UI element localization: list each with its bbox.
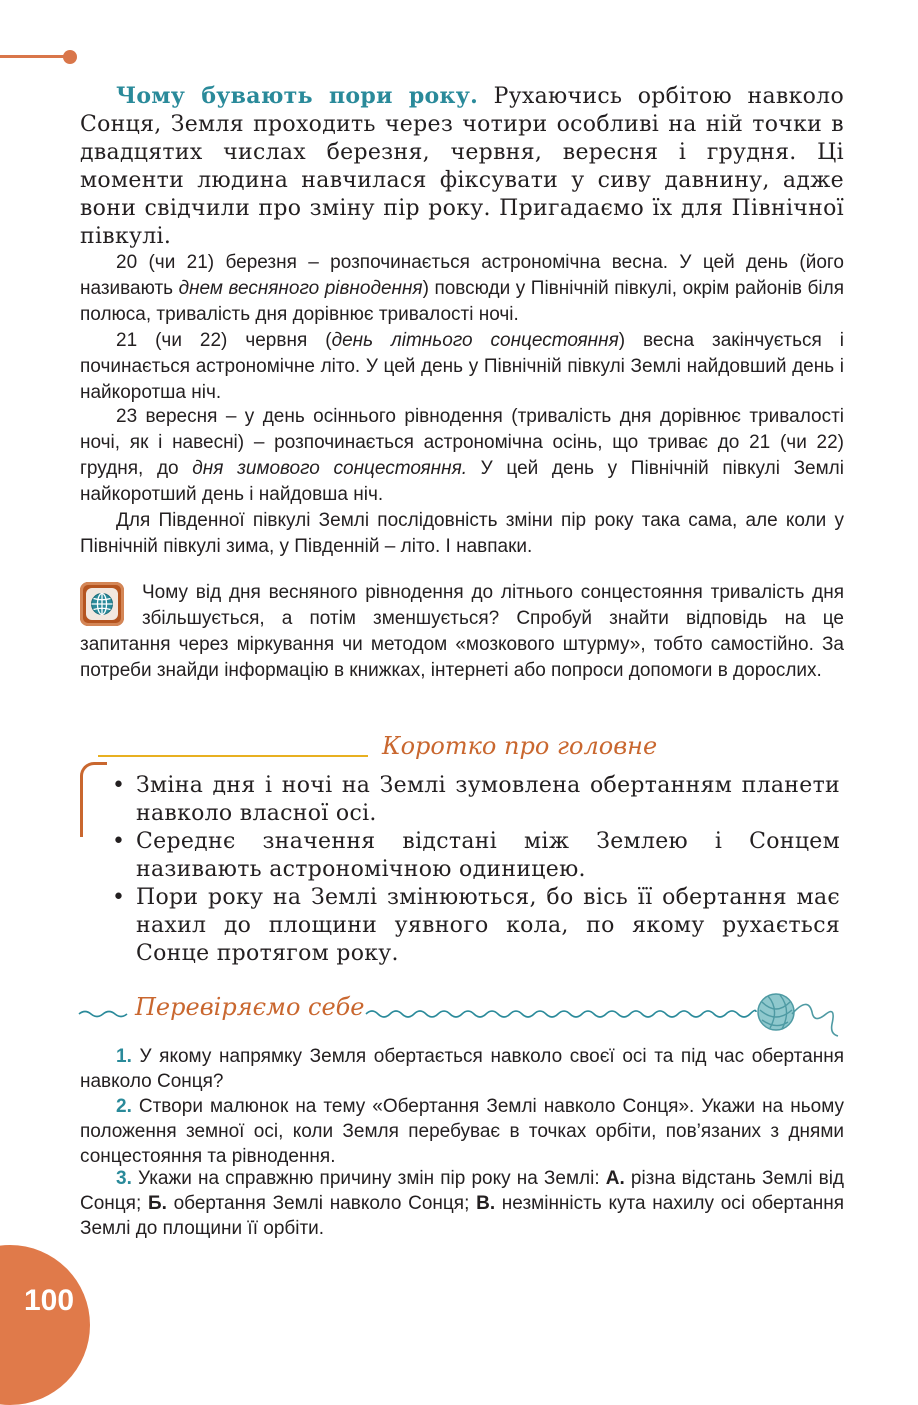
term-italic: дня зимового сонцестояння. bbox=[192, 458, 468, 479]
paragraph-spring bbox=[80, 250, 844, 328]
task-text: незмінність кута нахилу осі обертання Землі до площини її орбіти. bbox=[80, 1193, 845, 1239]
task-text: У якому напрямку Земля обертається навколо своєї осі та під час обертання навколо Сонця? bbox=[80, 1046, 844, 1092]
summary-item: • Зміна дня і ночі на Землі зумовлена обертанням планети навколо власної осі. bbox=[112, 773, 840, 826]
paragraph-south: Для Південної півкулі Землі послідовність зміни пір року така сама, але коли у Північній півкулі зима, у Південній – літо. І навпаки. bbox=[80, 510, 844, 557]
intro-text: Рухаючись орбітою навколо Сонця, Земля проходить через чотири особливі на ній точки в двадцятих числах березня, червня, вересня і грудня. Ці моменти людина навчилася фіксувати у сиву давнину, адже вони свідчили про зміну пір року. Пригадаємо їх для Північної півкулі. bbox=[80, 84, 844, 249]
page-number-badge bbox=[0, 1245, 90, 1405]
paragraph-text: 23 вересня – у день осіннього рівнодення (тривалість дня дорівнює тривалості ночі, як і навесні) – розпочинається астрономічна осінь, що триває до 21 (чи 22) грудня, до bbox=[80, 406, 844, 479]
intro-paragraph bbox=[80, 82, 844, 251]
task-1 bbox=[80, 1044, 844, 1094]
yarn-ball-icon bbox=[752, 990, 842, 1040]
wave-decor-right bbox=[365, 1006, 757, 1020]
task-text: Укажи на справжню причину змін пір року на Землі: bbox=[131, 1168, 606, 1189]
question-block bbox=[80, 580, 844, 684]
summary-list bbox=[110, 772, 840, 968]
paragraph-text: У цей день у Північній півкулі Землі найкоротший день і найдовша ніч. bbox=[80, 458, 844, 505]
paragraph-text: 20 (чи 21) березня – розпочинається астрономічна весна. У цей день (його називають bbox=[80, 252, 844, 299]
task-3 bbox=[80, 1166, 844, 1241]
summary-item: • Пори року на Землі змінюються, бо вісь її обертання має нахил до площини уявного кола, по якому рухається Сонце протягом року. bbox=[112, 885, 840, 966]
summary-title: Коротко про головне bbox=[382, 732, 658, 760]
wave-decor-left bbox=[78, 1008, 128, 1018]
paragraph-autumn bbox=[80, 404, 844, 508]
task-number: 2. bbox=[116, 1096, 132, 1117]
task-number: 3. bbox=[116, 1168, 132, 1189]
paragraph-text: ) весна закінчується і починається астрономічне літо. У цей день у Північній півкулі Землі найдовший день і найкоротша ніч. bbox=[80, 330, 844, 403]
task-2 bbox=[80, 1094, 844, 1169]
option-letter: А. bbox=[605, 1168, 625, 1189]
intro-lead: Чому бувають пори року. bbox=[116, 83, 479, 109]
option-letter: В. bbox=[476, 1193, 496, 1214]
summary-item-text: Середнє значення відстані між Землею і Сонцем називають астрономічною одиницею. bbox=[136, 829, 840, 882]
term-italic: день літнього сонцестояння bbox=[331, 330, 619, 351]
summary-item-text: Зміна дня і ночі на Землі зумовлена обертанням планети навколо власної осі. bbox=[136, 773, 840, 826]
question-text: Чому від дня весняного рівнодення до літнього сонцестояння тривалість дня збільшується, а потім зменшується? Спробуй знайти відповідь на це запитання через міркування чи методом «мозкового штурму», тобто самостійно. За потреби знайди інформацію в книжках, інтернеті або попроси допомоги в дорослих. bbox=[80, 582, 844, 681]
paragraph-text: ) повсюди у Північній півкулі, окрім районів біля полюса, тривалість дня дорівнює тривалості ночі. bbox=[80, 278, 844, 325]
option-letter: Б. bbox=[147, 1193, 167, 1214]
top-decor-dot bbox=[63, 50, 77, 64]
summary-item: • Середнє значення відстані між Землею і Сонцем називають астрономічною одиницею. bbox=[112, 829, 840, 882]
task-number: 1. bbox=[116, 1046, 132, 1067]
summary-underline bbox=[98, 755, 368, 757]
task-text: різна відстань Землі від Сонця; bbox=[80, 1168, 845, 1214]
task-text: Створи малюнок на тему «Обертання Землі навколо Сонця». Укажи на ньому положення земної осі, коли Земля перебуває в точках орбіти, пов’язаних з днями сонцестояння та рівнодення. bbox=[80, 1096, 844, 1167]
paragraph-text: 21 (чи 22) червня ( bbox=[116, 330, 332, 351]
summary-item-text: Пори року на Землі змінюються, бо вісь її обертання має нахил до площини уявного кола, по якому рухається Сонце протягом року. bbox=[136, 885, 840, 966]
top-decor-line bbox=[0, 55, 68, 58]
paragraph-summer bbox=[80, 328, 844, 406]
task-text: обертання Землі навколо Сонця; bbox=[166, 1193, 477, 1214]
globe-icon bbox=[80, 582, 124, 626]
page-number: 100 bbox=[24, 1284, 75, 1317]
summary-bracket bbox=[80, 762, 107, 837]
check-title: Перевіряємо себе bbox=[135, 993, 365, 1021]
term-italic: днем весняного рівнодення bbox=[178, 278, 423, 299]
